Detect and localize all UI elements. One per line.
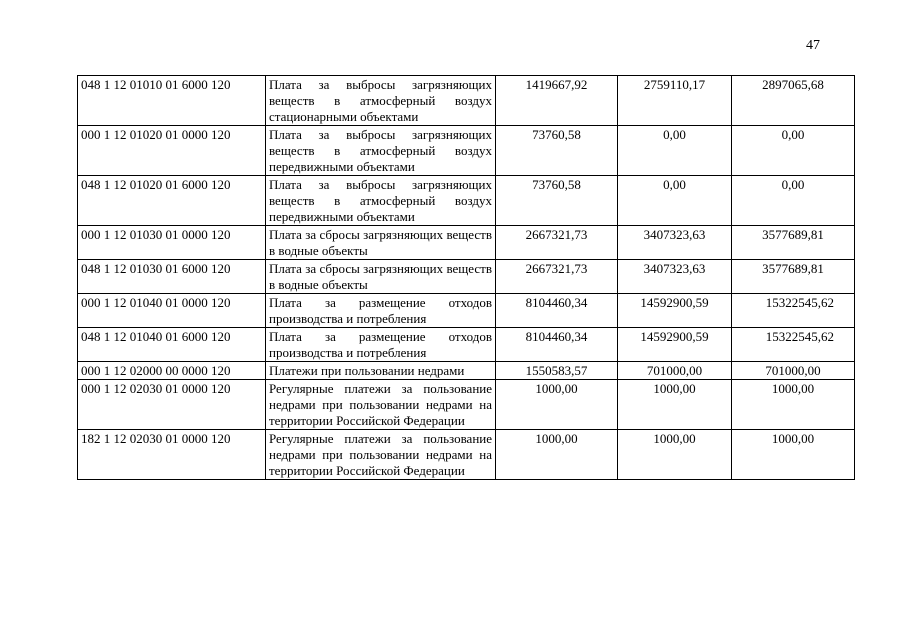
revenue-name: Плата за размещение отходов производства и потребления	[266, 328, 496, 362]
table-row	[78, 430, 855, 480]
budget-code: 048 1 12 01020 01 6000 120	[78, 176, 266, 226]
revenue-name: Плата за размещение отходов производства и потребления	[266, 294, 496, 328]
page-number: 47	[806, 38, 820, 53]
table-row	[78, 294, 855, 328]
value-col1: 1000,00	[496, 430, 618, 480]
value-col2: 2759110,17	[618, 76, 732, 126]
value-col1: 73760,58	[496, 176, 618, 226]
budget-code: 000 1 12 01020 01 0000 120	[78, 126, 266, 176]
revenue-name: Плата за сбросы загрязняющих веществ в водные объекты	[266, 260, 496, 294]
revenue-table	[77, 75, 855, 480]
budget-code: 000 1 12 01040 01 0000 120	[78, 294, 266, 328]
budget-code: 048 1 12 01030 01 6000 120	[78, 260, 266, 294]
value-col2: 3407323,63	[618, 260, 732, 294]
revenue-name: Плата за выбросы загрязняющих веществ в атмосферный воздух стационарными объектами	[266, 76, 496, 126]
table-row	[78, 76, 855, 126]
value-col3: 0,00	[732, 176, 855, 226]
table-row	[78, 260, 855, 294]
value-col2: 1000,00	[618, 380, 732, 430]
value-col2: 14592900,59	[618, 294, 732, 328]
value-col3: 1000,00	[732, 430, 855, 480]
value-col2: 14592900,59	[618, 328, 732, 362]
value-col1: 1000,00	[496, 380, 618, 430]
table-row	[78, 362, 855, 380]
value-col2: 1000,00	[618, 430, 732, 480]
revenue-name: Регулярные платежи за пользование недрами при пользовании недрами на территории Российской Федерации	[266, 430, 496, 480]
value-col2: 701000,00	[618, 362, 732, 380]
revenue-name: Плата за выбросы загрязняющих веществ в атмосферный воздух передвижными объектами	[266, 176, 496, 226]
table-row	[78, 126, 855, 176]
value-col3: 3577689,81	[732, 260, 855, 294]
value-col3: 701000,00	[732, 362, 855, 380]
value-col1: 2667321,73	[496, 226, 618, 260]
value-col3: 1000,00	[732, 380, 855, 430]
value-col1: 73760,58	[496, 126, 618, 176]
revenue-name: Плата за выбросы загрязняющих веществ в атмосферный воздух передвижными объектами	[266, 126, 496, 176]
value-col1: 8104460,34	[496, 294, 618, 328]
value-col3: 3577689,81	[732, 226, 855, 260]
revenue-name: Плата за сбросы загрязняющих веществ в водные объекты	[266, 226, 496, 260]
value-col2: 3407323,63	[618, 226, 732, 260]
budget-code: 182 1 12 02030 01 0000 120	[78, 430, 266, 480]
budget-code: 048 1 12 01010 01 6000 120	[78, 76, 266, 126]
value-col1: 1550583,57	[496, 362, 618, 380]
revenue-name: Платежи при пользовании недрами	[266, 362, 496, 380]
table-row	[78, 226, 855, 260]
revenue-name: Регулярные платежи за пользование недрами при пользовании недрами на территории Российской Федерации	[266, 380, 496, 430]
value-col2: 0,00	[618, 126, 732, 176]
value-col1: 1419667,92	[496, 76, 618, 126]
value-col3: 15322545,62	[732, 294, 855, 328]
value-col3: 15322545,62	[732, 328, 855, 362]
value-col3: 0,00	[732, 126, 855, 176]
budget-code: 048 1 12 01040 01 6000 120	[78, 328, 266, 362]
budget-code: 000 1 12 02000 00 0000 120	[78, 362, 266, 380]
table-row	[78, 328, 855, 362]
table-row	[78, 176, 855, 226]
value-col2: 0,00	[618, 176, 732, 226]
table-row	[78, 380, 855, 430]
value-col1: 8104460,34	[496, 328, 618, 362]
budget-code: 000 1 12 01030 01 0000 120	[78, 226, 266, 260]
value-col3: 2897065,68	[732, 76, 855, 126]
value-col1: 2667321,73	[496, 260, 618, 294]
budget-code: 000 1 12 02030 01 0000 120	[78, 380, 266, 430]
